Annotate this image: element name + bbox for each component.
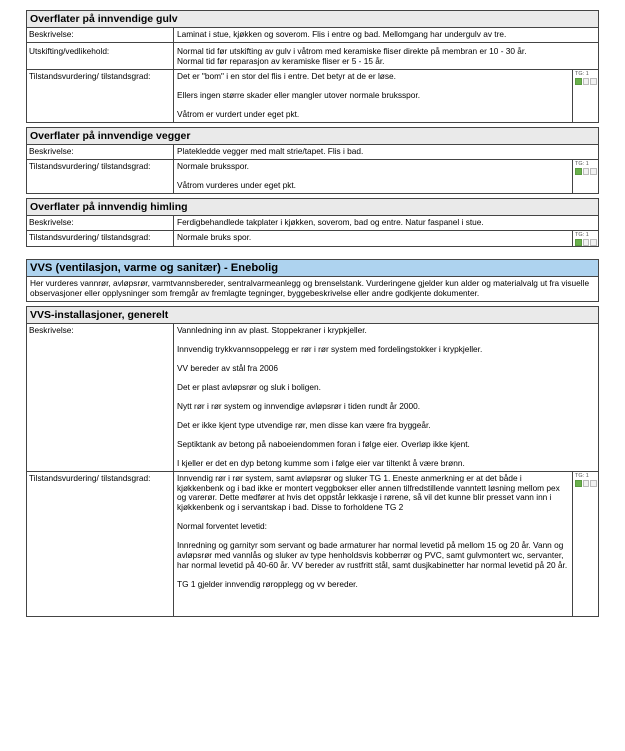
tilstand-paragraph: Innredning og garnityr som servant og bade armaturer har normal levetid på mellom 15 og 20 år. Vann og avløpsrør med vannlås og sluker av type henholdsvis kobberrør og PVC, samt gulvmontert wc, servanter, har normal levetid på 40-60 år. VV bereder av rustfritt stål, samt dusjkabinetter har normal levetid på 20 år. [177,540,568,571]
section-vvs [26,259,599,302]
tilstand-paragraph: Våtrom er vurdert under eget pkt. [177,108,300,119]
tilstand-paragraph: Det er "bom" i en stor del flis i entre. Det betyr at de er løse. [177,70,396,81]
row-tilstand [27,70,598,122]
row-beskrivelse [27,145,598,160]
row-tilstand [27,472,598,617]
row-utskifting [27,43,598,70]
row-value: Laminat i stue, kjøkken og soverom. Flis i entre og bad. Mellomgang har undergulv av tre. [177,29,507,39]
row-value [174,324,598,471]
row-label: Beskrivelse: [27,324,174,471]
section-title: Overflater på innvendige gulv [27,11,598,28]
row-value: Normale bruks spor. [177,231,252,242]
tg-label: TG: 1 [575,160,589,167]
row-label: Beskrivelse: [27,216,174,230]
tg-label: TG: 1 [575,231,589,238]
beskrivelse-paragraph: Septiktank av betong på naboeiendommen foran i følge eier. Overløp ikke kjent. [177,438,470,449]
row-label: Utskifting/vedlikehold: [27,43,174,69]
tg-bar [575,168,597,175]
tg-label: TG: 1 [575,70,589,77]
row-beskrivelse [27,216,598,231]
section-title: Overflater på innvendige vegger [27,128,598,145]
beskrivelse-paragraph: I kjeller er det en dyp betong kumme som i følge eier var tiltenkt å være brønn. [177,457,465,468]
row-value [174,43,598,69]
row-value: Platekledde vegger med malt strie/tapet. Flis i bad. [177,145,364,156]
row-label: Tilstandsvurdering/ tilstandsgrad: [27,160,174,193]
vvs-title: VVS (ventilasjon, varme og sanitær) - Enebolig [27,260,598,277]
row-beskrivelse [27,28,598,43]
report-page [26,10,599,621]
row-label: Tilstandsvurdering/ tilstandsgrad: [27,472,174,617]
tg-indicator [572,472,598,617]
tilstand-paragraph: Normal forventet levetid: [177,521,267,532]
tg-bar [575,78,597,85]
tilstand-paragraph: Normale bruksspor. [177,160,249,171]
row-value [174,472,572,617]
beskrivelse-paragraph: VV bereder av stål fra 2006 [177,362,279,373]
row-label: Beskrivelse: [27,28,174,42]
beskrivelse-paragraph: Nytt rør i rør system og innvendige avløpsrør i tiden rundt år 2000. [177,400,420,411]
beskrivelse-paragraph: Det er ikke kjent type utvendige rør, men disse kan være fra byggeår. [177,419,431,430]
row-value [174,160,572,193]
tilstand-paragraph: TG 1 gjelder innvendig røropplegg og vv bereder. [177,579,358,590]
beskrivelse-paragraph: Innvendig trykkvannsoppelegg er rør i rør system med fordelingstokker i krypkjeller. [177,343,483,354]
tg-indicator [572,160,598,193]
tg-bar [575,239,597,246]
tg-indicator [572,70,598,122]
beskrivelse-paragraph: Vannledning inn av plast. Stoppekraner i krypkjeller. [177,324,367,335]
tilstand-paragraph: Ellers ingen større skader eller mangler utover normale bruksspor. [177,89,421,100]
tg-label: TG: 1 [575,472,589,479]
section-gulv [26,10,599,123]
section-himling [26,198,599,247]
row-tilstand [27,231,598,247]
section-vvs-generelt [26,306,599,617]
row-tilstand [27,160,598,193]
section-title: Overflater på innvendig himling [27,199,598,216]
section-vegger [26,127,599,194]
section-title: VVS-installasjoner, generelt [27,307,598,324]
utskifting-line-1: Normal tid før utskifting av gulv i våtrom med keramiske fliser direkte på membran er 10 - 30 år. [177,45,527,56]
tilstand-paragraph: Våtrom vurderes under eget pkt. [177,179,296,190]
row-label: Beskrivelse: [27,145,174,159]
row-value [174,70,572,122]
row-value: Ferdigbehandlede takplater i kjøkken, soverom, bad og entre. Natur faspanel i stue. [177,216,484,227]
tg-indicator [572,231,598,247]
tg-bar [575,480,597,487]
row-beskrivelse [27,324,598,472]
row-label: Tilstandsvurdering/ tilstandsgrad: [27,70,174,122]
vvs-intro: Her vurderes vannrør, avløpsrør, varmtvannsbereder, sentralvarmeanlegg og brenselstank. Vurderingene gjelder kun alder og materialvalg ut fra visuelle observasjoner eller opplysninger som fremgår av fremlagte tegninger, byggebeskrivelse eller andre godkjente dokumenter. [30,278,590,298]
utskifting-line-2: Normal tid før reparasjon av keramiske fliser er 5 - 15 år. [177,55,385,66]
beskrivelse-paragraph: Det er plast avløpsrør og sluk i boligen. [177,381,321,392]
row-label: Tilstandsvurdering/ tilstandsgrad: [27,231,174,247]
tilstand-paragraph: Innvendig rør i rør system, samt avløpsrør og sluker TG 1. Eneste anmerkning er at det både i kjøkkenbenk og i bad ikke er montert veggbokser eller annen tilfredstillende vanntett løsning mellom pex og varerør. Dette medfører at hvis det oppstår lekkasje i rørene, så vil det kunne blir presset vann inn i kjøkkenbenk og i servantskap i bad. Disse to forholdene TG 2 [177,472,560,513]
